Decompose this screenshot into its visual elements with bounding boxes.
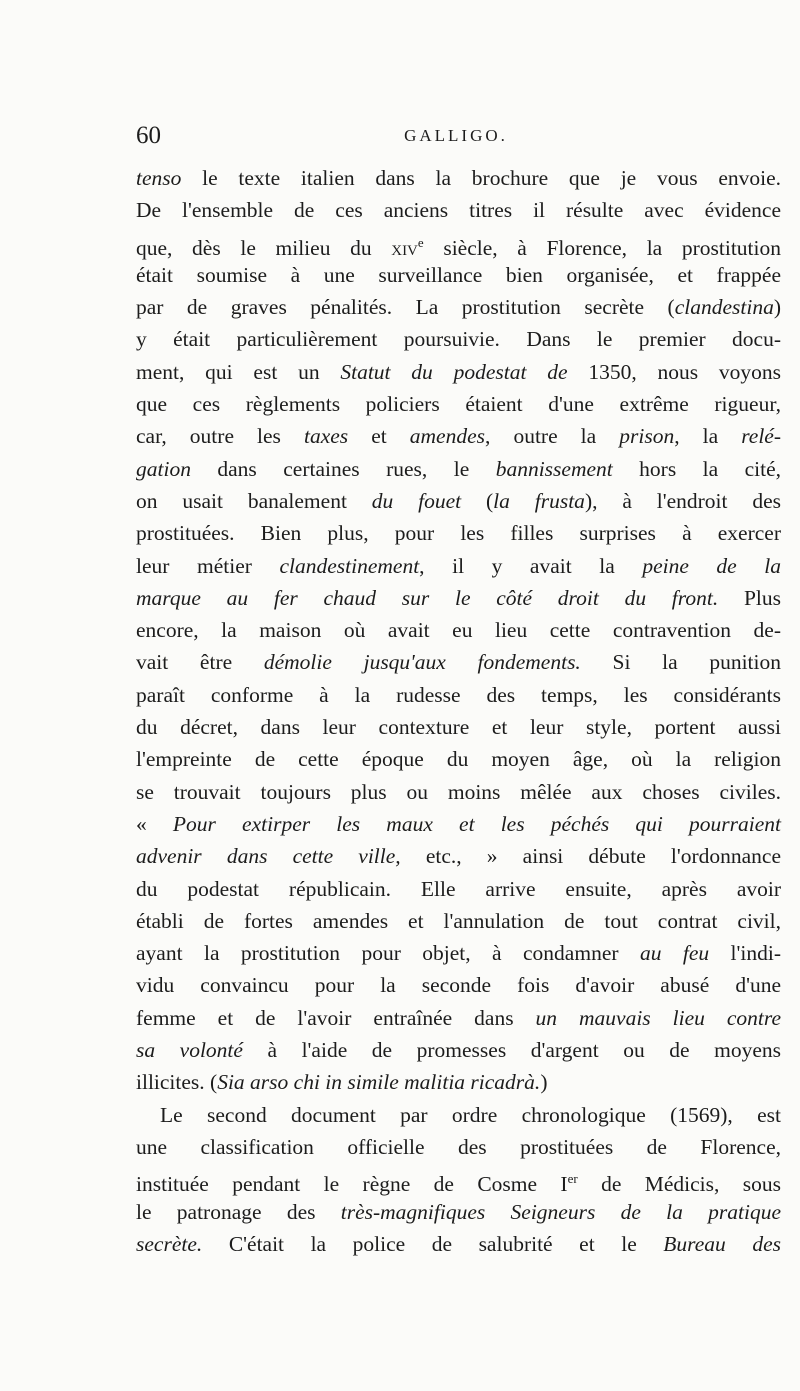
text-line: ayant la prostitution pour objet, à condamner au feu l'indi-: [136, 941, 781, 966]
text-line: « Pour extirper les maux et les péchés qui pourraient: [136, 811, 781, 836]
text-line: le patronage des très-magnifiques Seigneurs de la pratique: [136, 1199, 782, 1224]
text-line: paraît conforme à la rudesse des temps, les considérants: [136, 682, 781, 707]
text-line: advenir dans cette ville, etc., » ainsi débute l'ordonnance: [136, 844, 782, 869]
page-header: [136, 122, 776, 152]
text-line: que, dès le milieu du xiv$^e$ siècle, à Florence, la prostitution: [136, 234, 781, 260]
text-line: De l'ensemble de ces anciens titres il résulte avec évidence: [136, 198, 781, 223]
text-line: sa volonté à l'aide de promesses d'argent ou de moyens: [136, 1038, 781, 1063]
text-line: on usait banalement du fouet (la frusta), à l'endroit des: [136, 488, 781, 513]
text-line: ment, qui est un Statut du podestat de 1350, nous voyons: [136, 359, 781, 384]
text-line: secrète. C'était la police de salubrité et le Bureau des: [136, 1231, 781, 1256]
text-line: du podestat républicain. Elle arrive ensuite, après avoir: [136, 876, 781, 901]
text-line: que ces règlements policiers étaient d'une extrême rigueur,: [136, 392, 781, 417]
text-line: Le second document par ordre chronologique (1569), est: [160, 1102, 781, 1127]
page-number: 60: [136, 122, 161, 149]
text-line: leur métier clandestinement, il y avait la peine de la: [136, 553, 781, 578]
body-text: [136, 162, 781, 1260]
text-line: se trouvait toujours plus ou moins mêlée aux choses civiles.: [136, 779, 781, 804]
running-title: GALLIGO.: [404, 126, 508, 145]
text-line: vidu convaincu pour la seconde fois d'avoir abusé d'une: [136, 973, 781, 998]
text-line: par de graves pénalités. La prostitution secrète (clandestina): [136, 295, 781, 320]
text-line: y était particulièrement poursuivie. Dans le premier docu-: [136, 327, 781, 352]
text-line: prostituées. Bien plus, pour les filles surprises à exercer: [136, 521, 781, 546]
text-line: femme et de l'avoir entraînée dans un mauvais lieu contre: [136, 1005, 781, 1030]
text-line: du décret, dans leur contexture et leur style, portent aussi: [136, 715, 781, 740]
text-line: illicites. (Sia arso chi in simile malitia ricadrà.): [136, 1070, 548, 1095]
text-line: une classification officielle des prostituées de Florence,: [136, 1134, 781, 1159]
text-line: gation dans certaines rues, le bannissement hors la cité,: [136, 456, 782, 481]
text-line: établi de fortes amendes et l'annulation de tout contrat civil,: [136, 908, 781, 933]
text-line: était soumise à une surveillance bien organisée, et frappée: [136, 262, 781, 287]
text-line: encore, la maison où avait eu lieu cette contravention de-: [136, 618, 781, 643]
text-line: vait être démolie jusqu'aux fondements. Si la punition: [136, 650, 781, 675]
text-line: l'empreinte de cette époque du moyen âge, où la religion: [136, 747, 781, 772]
text-line: car, outre les taxes et amendes, outre la prison, la relé-: [136, 424, 781, 449]
text-line: instituée pendant le règne de Cosme Ier de Médicis, sous: [136, 1171, 781, 1197]
text-line: marque au fer chaud sur le côté droit du front. Plus: [136, 585, 781, 610]
text-line: tenso le texte italien dans la brochure que je vous envoie.: [136, 166, 781, 190]
